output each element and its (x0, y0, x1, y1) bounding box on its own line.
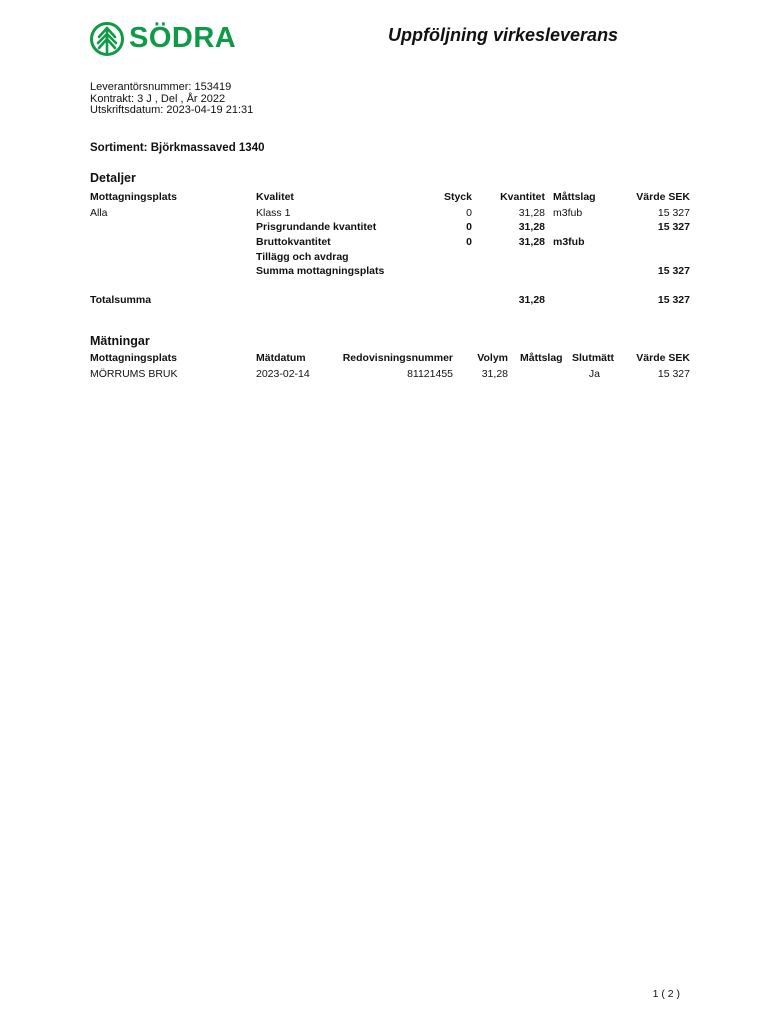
m-col-value: Värde SEK (636, 352, 690, 364)
row2-quantity: 31,28 (518, 221, 545, 233)
m-row1-volume: 31,28 (481, 368, 508, 380)
m-col-unit: Måttslag (520, 352, 563, 364)
m-col-final: Slutmätt (572, 352, 614, 364)
page-number: 1 ( 2 ) (652, 988, 680, 1000)
row1-value: 15 327 (657, 207, 690, 219)
contract-info: Kontrakt: 3 J , Del , År 2022 (90, 92, 226, 105)
row3-count: 0 (466, 236, 472, 248)
row1-quantity: 31,28 (518, 207, 545, 219)
m-col-volume: Volym (477, 352, 508, 364)
m-row1-report: 81121455 (407, 368, 453, 380)
details-heading: Detaljer (90, 171, 136, 185)
m-col-report: Redovisningsnummer (342, 352, 453, 364)
col-unit: Måttslag (553, 191, 596, 203)
col-count: Styck (443, 191, 472, 203)
m-row1-final: Ja (588, 368, 600, 380)
m-row1-date: 2023-02-14 (256, 368, 310, 380)
row2-count: 0 (466, 221, 472, 233)
col-quality: Kvalitet (256, 191, 294, 203)
row4-quality: Tillägg och avdrag (256, 251, 349, 263)
row2-quality: Prisgrundande kvantitet (256, 221, 377, 233)
row1-count: 0 (466, 207, 472, 219)
col-quantity: Kvantitet (500, 191, 545, 203)
m-col-place: Mottagningsplats (90, 352, 177, 364)
sodra-tree-icon (89, 21, 125, 57)
row1-unit: m3fub (553, 207, 583, 219)
row3-unit: m3fub (553, 236, 585, 248)
m-col-date: Mätdatum (256, 352, 306, 364)
total-quantity: 31,28 (518, 294, 545, 306)
row3-quantity: 31,28 (518, 236, 545, 248)
logo-text: SÖDRA (129, 22, 237, 54)
total-label: Totalsumma (90, 294, 152, 306)
m-row1-value: 15 327 (657, 368, 690, 380)
sortiment-label: Sortiment: Björkmassaved 1340 (90, 142, 265, 154)
row1-quality: Klass 1 (256, 207, 291, 219)
row3-quality: Bruttokvantitet (256, 236, 331, 248)
document-meta (90, 82, 253, 117)
row1-place: Alla (90, 207, 108, 219)
col-place: Mottagningsplats (90, 191, 177, 203)
row2-value: 15 327 (657, 221, 690, 233)
supplier-number: Leverantörsnummer: 153419 (90, 81, 232, 93)
print-date: Utskriftsdatum: 2023-04-19 21:31 (90, 104, 254, 116)
row5-quality: Summa mottagningsplats (256, 265, 385, 277)
sodra-logo (89, 21, 239, 57)
total-value: 15 327 (657, 294, 690, 306)
col-value: Värde SEK (636, 191, 690, 203)
page-title: Uppföljning virkesleverans (388, 25, 619, 45)
row5-value: 15 327 (657, 265, 690, 277)
m-row1-place: MÖRRUMS BRUK (90, 368, 178, 380)
measurements-heading: Mätningar (90, 334, 150, 348)
